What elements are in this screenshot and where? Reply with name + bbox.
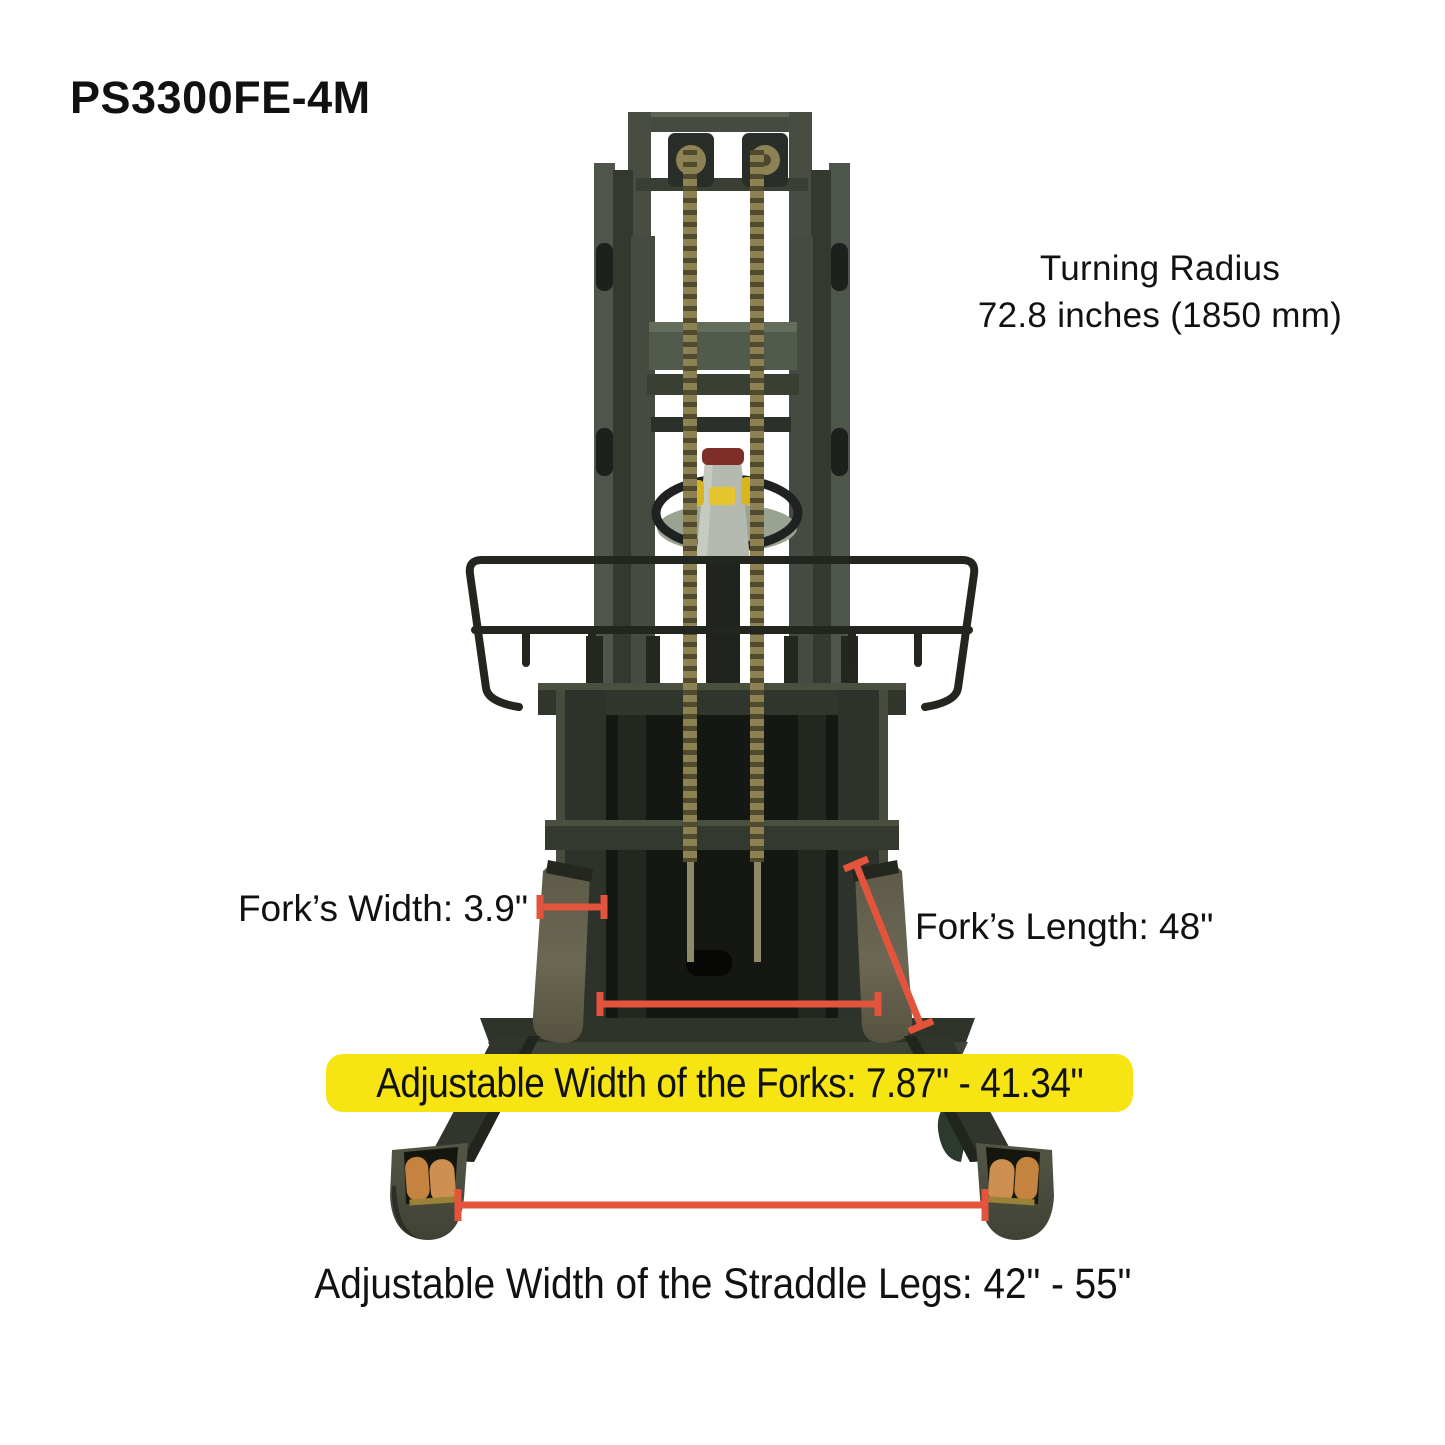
- turning-radius-label: [930, 246, 1390, 340]
- chain-pulley-right: [742, 133, 788, 187]
- forks-adjustable-width-highlight: [326, 1054, 1133, 1112]
- turning-radius-line2: 72.8 inches (1850 mm): [977, 295, 1343, 335]
- steering-head: [656, 448, 798, 706]
- straddle-width-text: Adjustable Width of the Straddle Legs: 42" - 55": [313, 1260, 1132, 1308]
- turning-radius-line1: Turning Radius: [1039, 249, 1281, 288]
- product-model-title: PS3300FE-4M: [70, 72, 371, 123]
- fork-width-label: Fork’s Width: 3.9": [237, 888, 528, 929]
- straddle-width-measure-line: [458, 1189, 985, 1221]
- straddle-width-label: [0, 1260, 1445, 1309]
- fork-left: [533, 864, 590, 1043]
- forks-adjustable-width-label: Adjustable Width of the Forks: 7.87" - 41.34": [375, 1059, 1083, 1106]
- emergency-stop-button: [702, 448, 744, 465]
- fork-length-label: Fork’s Length: 48": [915, 906, 1214, 947]
